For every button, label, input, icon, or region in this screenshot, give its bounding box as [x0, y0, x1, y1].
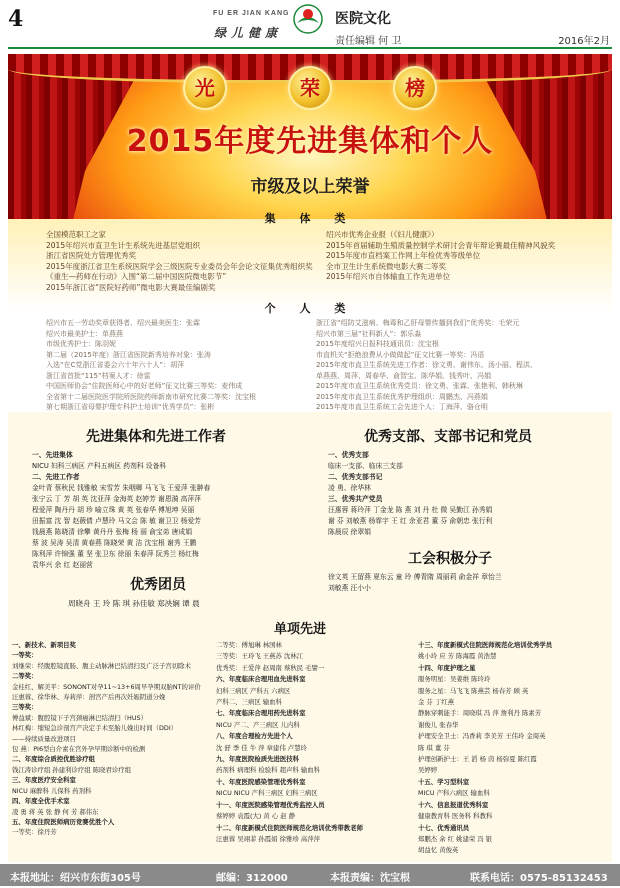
party-branch-list: [328, 450, 608, 538]
list-heading: 十二、年度新模式住院医师规范化培训优秀带教老师: [216, 823, 363, 832]
list-heading: 二、先进工作者: [32, 473, 80, 481]
list-item: 二等奖：傅旭琳 林国林: [216, 641, 282, 649]
list-item: 钱江涛诊疗组 孙建利诊疗组 陈晓君诊疗组: [12, 765, 132, 774]
list-item: 全市卫生计生系统微电影大赛二等奖: [326, 261, 446, 271]
list-item: 程爱萍 陶丹丹 胡 珍 喻立珠 黄 英 张春华 傅旭坤 吴丽: [32, 506, 195, 514]
list-item: 汪惠蓉 吴翊菲 孙霞娟 徐雅珍 高萍萍: [216, 834, 320, 843]
list-heading: 四、年度全优手术室: [12, 797, 70, 806]
list-item: 护理创新护士：王 滔 杨 茵 杨弥夏 陈红霞: [418, 755, 537, 764]
list-item: 徐文英 王留燕 夏东云 童 玲 傅青隋 周丽莉 俞金祥 章怡兰: [328, 573, 502, 581]
list-item: 药剂科 病理科 检验科 超声科 输血科: [216, 766, 320, 775]
list-item: NICU 产二、产三病区 儿内科: [216, 720, 300, 729]
list-item: 中国医师协会“住院医师心中的好老师”征文比赛三等奖：麦伟成: [46, 382, 243, 390]
list-item: NICU NICU 产科三病区 妇科三病区: [216, 789, 318, 798]
list-item: 2015年度市直档案工作网上年检优秀等级单位: [326, 251, 481, 260]
individual-honors: [8, 314, 612, 412]
list-item: 产科二、三病区 输血科: [216, 698, 282, 707]
list-heading: 七、年度临床合理用药先进科室: [216, 709, 306, 718]
list-heading: 三、年度医疗安全科室: [12, 776, 76, 785]
footer-address: 本报地址：绍兴市东街305号: [10, 873, 141, 884]
advanced-collective-list: [32, 450, 302, 571]
list-item: 静脉穿刺能手：周晓琪 冯 萍 詹利丹 陈素芳: [418, 709, 542, 718]
list-heading: 二、优秀支部书记: [328, 473, 383, 481]
list-item: 浙江省医院处方管理优秀奖: [46, 251, 136, 260]
youth-league-list: 周晓舟 王 玲 陈 琪 孙佳敏 郑泱娴 谭 晨: [68, 599, 200, 608]
list-item: 三等奖：王玲飞 王燕苏 沈林江: [216, 652, 304, 661]
list-heading: 十六、信息报道优秀科室: [418, 800, 489, 809]
collective-right-list: [326, 230, 606, 283]
list-item: MICU 产科六病区 输血科: [418, 789, 490, 798]
list-item: 服务之星：马飞飞 陈燕芸 杨春芳 顾 英: [418, 686, 529, 695]
list-item: 凌 勇 蒋 英 张 静 何 芳 郝伟东: [12, 807, 99, 816]
list-item: 陈 琪 董 芬: [418, 743, 450, 752]
list-item: 2015年度市直卫生系统优秀护理组织：周鹏杰、冯燕娟: [316, 392, 488, 401]
list-item: 金叶青 蔡秋民 钱雅敏 宋雪芳 朱咽卿 马飞飞 王爱萍 张翀春: [32, 484, 211, 492]
list-item: 2015年度市直卫生系统工会先进个人：丁海萍、骆仓明: [316, 403, 488, 411]
badge-guang: 光: [183, 66, 227, 110]
list-item: 一等奖：徐丹芳: [12, 828, 57, 837]
list-heading: 六、年度临床合理用血先进科室: [216, 675, 306, 684]
list-item: 2015年绍兴市直卫生计生系统先进基层党组织: [46, 240, 201, 250]
list-item: 绍兴市最美护士：单燕燕: [46, 329, 123, 338]
list-heading: 十三、年度新模式住院医师规范化培训优秀学员: [418, 641, 553, 649]
list-item: 单燕燕、周萍、周春华、俞智宝、陈华娟、钱秀叶、冯娟: [316, 371, 491, 380]
list-item: ——持续质量改进项目: [12, 734, 76, 743]
list-item: 市直机关“拒绝浪费从小做做起”征文比赛一等奖：冯语: [316, 350, 485, 359]
logo-english: FU ER JIAN KANG: [213, 10, 290, 17]
list-item: 2015年首届辅助生殖质量控制学术研讨会青年辩论赛最佳精神风貌奖: [326, 240, 556, 250]
list-item: 钱晨燕 陈晓清 徐攀 黄丹丹 张梅 杨 丽 俞宝弟 唐成娟: [32, 528, 193, 536]
list-item: 张宁云 丁 芳 胡 英 沈亚萍 金海英 赵婷芳 谢恩漪 高萍萍: [32, 495, 201, 503]
list-heading: 九、年度医院检质先进医技科: [216, 755, 300, 764]
list-item: 2015年度市直卫生系统优秀党员：徐文勇、张霖、张艳利、韩秋琳: [316, 382, 523, 390]
list-item: 优秀奖：王爱萍 赵周南 蔡秋民 毛譬一: [216, 663, 325, 672]
page-number: 4: [8, 6, 24, 32]
list-item: 全省第十二届医院医学院所医院药师新南市研究比赛二等奖：沈宝根: [46, 392, 256, 401]
union-activist-list: [328, 572, 608, 594]
list-heading: 一、先进集体: [32, 451, 73, 459]
footer-editor: 本报责编：沈宝根: [330, 873, 410, 884]
newspaper-logo-icon: [292, 3, 324, 35]
issue-date: 2016年2月: [558, 36, 610, 47]
list-item: 临床一支部、临床三支部: [328, 462, 403, 470]
list-item: 刘敏燕 汪小小: [328, 584, 371, 592]
list-item: 汪惠蓉、徐华林、寿莉萍：剖宫产后再次妊娠阴道分娩: [12, 693, 166, 702]
list-item: 绍兴市五一劳动奖章获得者、绍兴最美医生：张霖: [46, 319, 200, 327]
list-item: 袁华兴 余 红 赵丽营: [32, 561, 93, 569]
list-item: 妇科三病区 产科五 六病区: [216, 686, 291, 695]
single-item-col-1: [12, 640, 210, 838]
internal-honors: [8, 412, 612, 862]
footer-bar: [0, 864, 620, 886]
individual-left-list: [46, 318, 316, 413]
single-item-title: 单项先进: [274, 622, 327, 637]
list-heading: 二等奖：: [12, 672, 38, 681]
list-item: 刘继荣：经腹腔镜直肠、腹主动脉淋巴结清扫及广泛子宫切除术: [12, 661, 191, 670]
collective-heading: 集 体 类: [264, 212, 356, 225]
list-item: 2015年度浙江省卫生系统医院学会三级医院专业委员会年会论文征集优秀组织奖: [46, 261, 313, 271]
list-item: 郑鹏杰 余 红 姚建荣 冯 银: [418, 834, 493, 843]
list-heading: 十、年度医院感染管理优秀科室: [216, 777, 306, 786]
list-item: 陈晨辰 徐翠娟: [328, 528, 371, 536]
list-item: 胡益忆 黄俊英: [418, 846, 459, 855]
list-heading: 五、年度住院医师病历竞赛优胜个人: [12, 817, 115, 826]
list-heading: 八、年度合理检方先进个人: [216, 732, 293, 741]
list-item: 汪惠蓉 蒋玲萍 丁金龙 陈 燕 刘 丹 杜 微 吴勤江 孙秀娟: [328, 506, 493, 514]
list-item: 姚小玲 应 芳 陈海霞 黄浩慧: [418, 652, 497, 661]
list-item: 凌 勇、徐华林: [328, 484, 371, 492]
logo-chinese: 绿儿健康: [214, 26, 283, 40]
list-item: 2015年浙江省“医院好药师”微电影大赛最佳编剧奖: [46, 282, 216, 292]
list-item: 健康教育科 医务科 科教科: [418, 812, 493, 821]
list-item: 护理安全卫士：冯香莉 李美芳 王伟玲 金周英: [418, 732, 546, 741]
list-item: 绍兴市优秀企业报（《妇儿健康》）: [326, 230, 439, 239]
party-branch-title: 优秀支部、支部书记和党员: [364, 429, 532, 445]
section-title: 医院文化: [335, 11, 391, 27]
list-item: 吴婷婷: [418, 766, 438, 775]
list-heading: 十七、优秀通讯员: [418, 823, 470, 832]
union-activist-title: 工会积极分子: [408, 551, 492, 567]
list-item: 入选“在C党浙江省委会六十年六十人”：胡萍: [46, 361, 185, 369]
list-heading: 三、优秀共产党员: [328, 495, 383, 503]
list-item: 全国模范职工之家: [46, 230, 106, 239]
list-item: 金 芬 丁红燕: [418, 698, 455, 707]
advanced-collective-title: 先进集体和先进工作者: [86, 429, 226, 445]
collective-left-list: [46, 230, 316, 293]
list-item: 陈利萍 许锦强 董 坚 张卫东 徐丽 朱春萍 阮秀兰 杨红梅: [32, 550, 199, 558]
list-heading: 一等奖：: [12, 651, 38, 660]
list-heading: 一、新技术、新项目奖: [12, 641, 76, 649]
list-item: 《重生—药师在行动》入围“第二届中国医院微电影节”: [46, 272, 227, 281]
list-item: 第二届（2015年度）浙江省医院新秀培养对象：张涛: [46, 350, 211, 359]
list-item: 蔡 波 吴涛 吴清 黄春燕 陈晓荣 黄 洁 沈宝根 谢秀 王鹏: [32, 539, 197, 547]
list-item: 谢 芬 刘敏燕 杨霏宇 王 红 余亚君 董 芬 俞朝忠 张行利: [328, 517, 493, 525]
list-item: 绍兴市第三届“社科新人”：郭乐淼: [316, 329, 422, 338]
list-item: 傅益斌：腹腔镜下子宫颈癌淋巴结清扫（HUS）: [12, 713, 147, 722]
list-heading: 十四、年度护理之星: [418, 663, 476, 672]
list-item: NICU 麻醉科 儿保科 药剂科: [12, 786, 92, 795]
list-item: 浙江省首批“115”档案人才：徐雷: [46, 371, 151, 380]
list-item: NICU 妇科三病区 产科五病区 药剂科 设备科: [32, 462, 167, 470]
banner-subtitle: 市级及以上荣誉: [250, 177, 370, 197]
list-heading: 二、年度综合质控优胜诊疗组: [12, 755, 96, 764]
list-item: 2015年度绍兴日报科技通讯员：沈宝根: [316, 340, 439, 348]
list-item: 第七期浙江省母婴护理专科护士培训“优秀学员”：张彬: [46, 403, 215, 411]
list-heading: 十一、年度医院感染管理优秀监控人员: [216, 800, 325, 809]
list-item: 蔡婷婷 袁霞(大) 黄 心 赵 静: [216, 812, 296, 821]
list-item: 林红梅：缩短急诊剖宫产决定手术至胎儿娩出时间（DDI）: [12, 724, 178, 733]
badge-bang: 榜: [393, 66, 437, 110]
footer-postcode: 邮编：312000: [216, 873, 288, 884]
masthead-rule: [8, 47, 612, 49]
single-item-col-3: [418, 640, 610, 857]
list-item: 浙江省“绍防艾滋病、梅毒和乙肝母婴传播到我们”优秀奖：毛荣元: [316, 319, 520, 327]
list-item: 沈 舒 季 佳 牛 萍 章建伟 卢慧玲: [216, 743, 307, 752]
individual-heading: 个 人 类: [264, 302, 356, 314]
main-title: 2015年度先进集体和个人: [126, 124, 494, 159]
honor-banner: [8, 54, 612, 314]
list-item: 田振富 沈 智 赵薇倩 卢慧玲 马文会 陈 敏 谢卫卫 杨爱芳: [32, 517, 201, 525]
editor-credit: 责任编辑 何 卫: [335, 36, 402, 47]
list-heading: 十五、学习型科室: [418, 777, 470, 786]
honor-badges: [8, 66, 612, 110]
list-item: 市级优秀护士：陈羽妮: [46, 340, 116, 348]
badge-rong: 荣: [288, 66, 332, 110]
individual-right-list: [316, 318, 610, 413]
list-item: 谢俊儿 张春华: [418, 720, 459, 729]
list-item: 2015年度市直卫生系统先进工作者：徐文勇、谢伟东、汤小丽、程洪、: [316, 361, 537, 369]
list-heading: 三等奖：: [12, 703, 38, 712]
list-item: 服务明星：吴姜维 陈玲玲: [418, 675, 491, 684]
single-item-col-2: [216, 640, 412, 845]
list-heading: 一、优秀支部: [328, 451, 369, 459]
footer-phone: 联系电话：0575-85132453: [470, 873, 608, 884]
masthead: [0, 0, 620, 52]
list-item: 2015年绍兴市自体输血工作先进单位: [326, 272, 451, 281]
youth-league-title: 优秀团员: [130, 577, 186, 593]
list-item: 金桂红、解美平：SONONT对孕11~13+6周早孕期双胎NT的评价: [12, 682, 201, 691]
list-item: 包 燕：PI6型白介素在宫外孕早期诊断中的检测: [12, 745, 146, 754]
